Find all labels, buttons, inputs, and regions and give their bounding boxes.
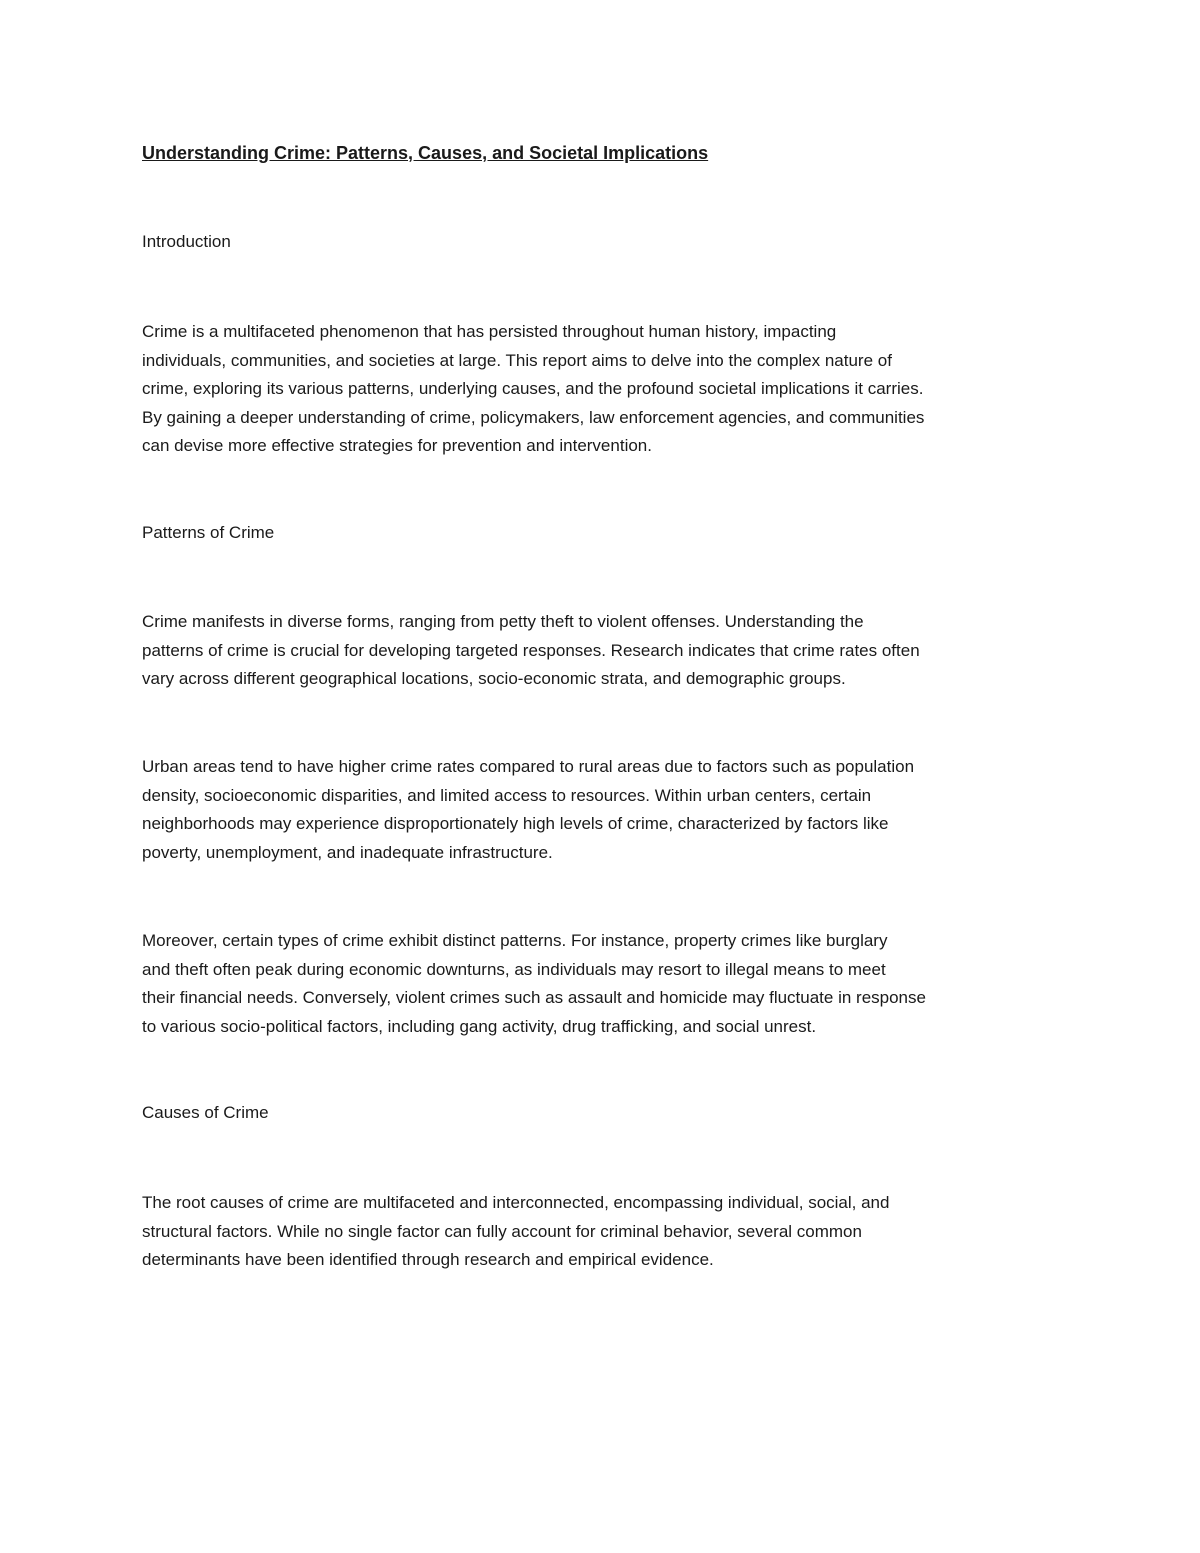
paragraph-line: Crime manifests in diverse forms, ranging from petty theft to violent offenses. Understanding the: [142, 612, 864, 631]
paragraph-introduction: [142, 318, 1062, 461]
paragraph-line: their financial needs. Conversely, violent crimes such as assault and homicide may fluctuate in response: [142, 988, 926, 1008]
paragraph-line: poverty, unemployment, and inadequate infrastructure.: [142, 842, 553, 862]
paragraph-patterns-3: [142, 927, 1062, 1041]
paragraph-line: individuals, communities, and societies at large. This report aims to delve into the complex nature of: [142, 350, 892, 370]
paragraph-line: crime, exploring its various patterns, underlying causes, and the profound societal implications it carries.: [142, 379, 924, 399]
paragraph-patterns-1: [142, 608, 1062, 694]
section-heading-introduction: Introduction: [142, 232, 231, 251]
paragraph-line: Moreover, certain types of crime exhibit distinct patterns. For instance, property crimes like burglary: [142, 931, 888, 950]
paragraph-line: Urban areas tend to have higher crime rates compared to rural areas due to factors such as population: [142, 757, 915, 776]
paragraph-line: and theft often peak during economic downturns, as individuals may resort to illegal means to meet: [142, 959, 886, 979]
paragraph-line: neighborhoods may experience disproportionately high levels of crime, characterized by factors like: [142, 814, 889, 834]
paragraph-line: density, socioeconomic disparities, and limited access to resources. Within urban centers, certain: [142, 785, 872, 805]
paragraph-line: The root causes of crime are multifaceted and interconnected, encompassing individual, social, and: [142, 1193, 890, 1212]
paragraph-line: to various socio-political factors, including gang activity, drug trafficking, and social unrest.: [142, 1016, 817, 1036]
paragraph-line: vary across different geographical locations, socio-economic strata, and demographic groups.: [142, 669, 846, 689]
section-heading-causes-of-crime: Causes of Crime: [142, 1103, 269, 1122]
paragraph-line: patterns of crime is crucial for developing targeted responses. Research indicates that crime rates often: [142, 640, 920, 660]
section-heading-patterns-of-crime: Patterns of Crime: [142, 523, 275, 542]
paragraph-line: By gaining a deeper understanding of crime, policymakers, law enforcement agencies, and communities: [142, 407, 925, 427]
paragraph-line: can devise more effective strategies for prevention and intervention.: [142, 436, 652, 456]
paragraph-line: structural factors. While no single factor can fully account for criminal behavior, several common: [142, 1221, 862, 1241]
document-title: Understanding Crime: Patterns, Causes, and Societal Implications: [142, 143, 709, 163]
paragraph-line: determinants have been identified through research and empirical evidence.: [142, 1250, 714, 1270]
paragraph-line: Crime is a multifaceted phenomenon that has persisted throughout human history, impacting: [142, 322, 837, 341]
paragraph-patterns-2: [142, 753, 1062, 867]
paragraph-causes-1: [142, 1189, 1062, 1275]
